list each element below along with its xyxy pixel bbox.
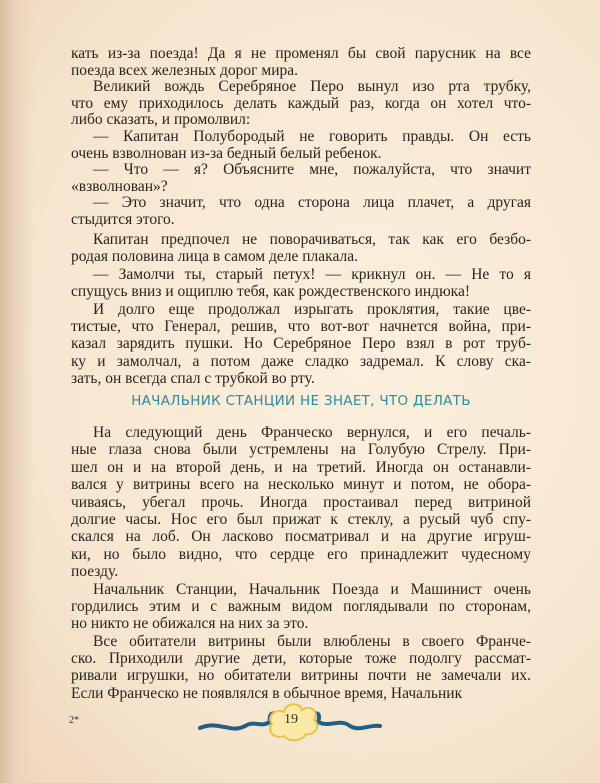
text-block-bottom xyxy=(71,424,531,702)
text-line: очень взволнован из-за бедный белый ребенок. xyxy=(71,144,382,162)
text-line: «взволнован»? xyxy=(71,177,168,195)
text-line: зать, он всегда спал с трубкой во рту. xyxy=(71,370,315,388)
text-line: — Это значит, что одна сторона лица плачет, а другая xyxy=(93,194,531,212)
text-line: гордились этим и с важным видом поглядывали по сторонам, xyxy=(71,597,531,615)
signature-mark: 2* xyxy=(69,715,79,726)
text-line: спущусь вниз и ощиплю тебя, как рождественского индюка! xyxy=(71,283,470,301)
text-line: Все обитатели витрины были влюблены в своего Франче- xyxy=(93,632,531,650)
text-line: Капитан предпочел не поворачиваться, так как его безбо- xyxy=(93,231,531,248)
text-line: скался на лоб. Он ласково посматривал и на другие игруш- xyxy=(71,528,531,546)
text-line: ско. Приходили другие дети, которые тоже подолгу рассмат- xyxy=(71,650,531,668)
text-line: поезда всех железных дорог мира. xyxy=(71,61,299,79)
text-line: ные глаза снова были устремлены на Голубую Стрелу. При- xyxy=(71,441,531,459)
ribbon-left xyxy=(200,713,278,728)
text-line: ривали игрушки, но обитатели витрины почти не замечали их. xyxy=(71,667,531,685)
text-line: шел он и на второй день, и на третий. Иногда он останавли- xyxy=(71,458,531,476)
text-line: Великий вождь Серебряное Перо вынул изо рта трубку, xyxy=(93,78,531,96)
text-line: но никто не обижался на них за это. xyxy=(71,615,309,633)
text-line: поезду. xyxy=(71,563,119,581)
text-line: либо сказать, и промолвил: xyxy=(71,111,251,129)
text-line: казал зарядить пушки. Но Серебряное Перо взял в рот труб- xyxy=(71,335,531,353)
text-line: чиваясь, убегал прочь. Иногда простаивал перед витриной xyxy=(71,493,531,511)
text-line: вался у витрины всего на несколько минут и потом, не обора- xyxy=(71,476,531,494)
text-line: родая половина лица в самом деле плакала. xyxy=(71,248,358,266)
page-number: 19 xyxy=(284,712,298,727)
text-line: тистые, что Генерал, решив, что вот-вот начнется война, при- xyxy=(71,317,531,335)
text-block-middle xyxy=(71,231,531,388)
ribbon-right xyxy=(310,713,380,728)
text-line: И долго еще продолжал изрыгать проклятия, такие цве- xyxy=(93,300,531,318)
text-line: ку и замолчал, а потом даже сладко задремал. К слову ска- xyxy=(71,352,531,370)
text-line: — Что — я? Объясните мне, пожалуйста, что значит xyxy=(93,161,531,179)
text-block-top xyxy=(71,46,531,229)
text-line: кать из-за поезда! Да я не променял бы свой парусник на все xyxy=(71,45,531,62)
text-line: — Капитан Полубородый не говорить правды. Он есть xyxy=(93,127,531,145)
text-line: Если Франческо не появлялся в обычное время, Начальник xyxy=(71,684,463,702)
text-line: На следующий день Франческо вернулся, и его печаль- xyxy=(93,424,531,441)
text-line: Начальник Станции, Начальник Поезда и Машинист очень xyxy=(93,580,531,598)
book-binding-shadow xyxy=(0,0,34,783)
text-line: что ему приходилось делать каждый раз, когда он хотел что- xyxy=(71,94,531,112)
text-line: — Замолчи ты, старый петух! — крикнул он. — Не то я xyxy=(93,265,531,283)
text-line: стыдится этого. xyxy=(71,210,175,228)
chapter-heading: НАЧАЛЬНИК СТАНЦИИ НЕ ЗНАЕТ, ЧТО ДЕЛАТЬ xyxy=(131,393,471,409)
text-line: ки, но было видно, что сердце его принадлежит чудесному xyxy=(71,545,531,563)
text-line: долгие часы. Нос его был прижат к стеклу, а русый чуб спу- xyxy=(71,510,531,528)
